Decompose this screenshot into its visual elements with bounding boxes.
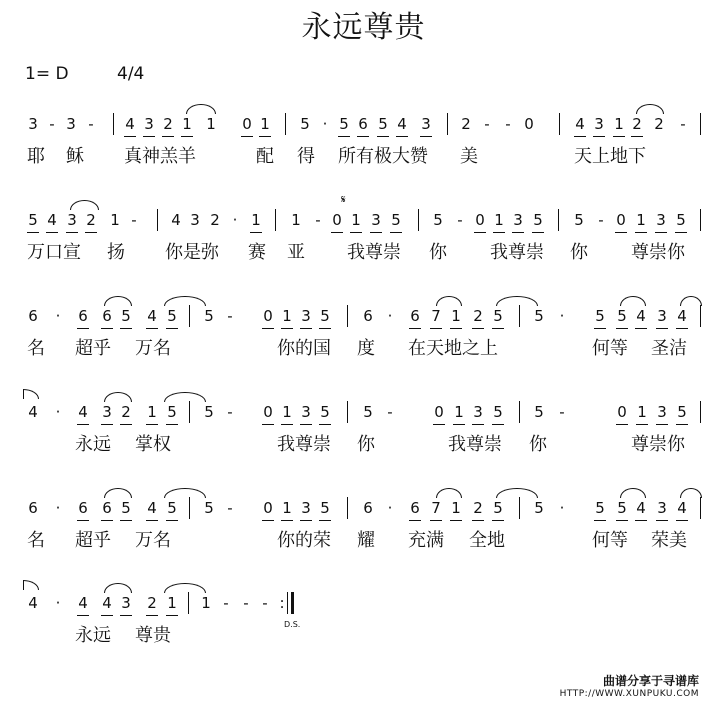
note: 3 <box>421 115 431 133</box>
note: 0 <box>263 403 273 421</box>
key-signature: 1= D <box>25 64 69 84</box>
slur <box>436 296 462 306</box>
note: 1 <box>451 499 461 517</box>
note: 4 <box>147 307 157 325</box>
note: - <box>387 403 393 421</box>
lyric: 你 <box>529 434 547 455</box>
note: 2 <box>121 403 131 421</box>
note: 1 <box>147 403 157 421</box>
lyric: 名 <box>27 530 45 551</box>
note: 5 <box>320 307 330 325</box>
note: 3 <box>594 115 604 133</box>
lyric: 你 <box>357 434 375 455</box>
note: 0 <box>616 211 626 229</box>
note: 0 <box>475 211 485 229</box>
note: - <box>559 403 565 421</box>
barline <box>700 209 701 231</box>
note: 5 <box>339 115 349 133</box>
barline <box>189 305 190 327</box>
note: 0 <box>263 307 273 325</box>
note: 1 <box>637 403 647 421</box>
note: 7 <box>431 307 441 325</box>
slur <box>23 580 39 590</box>
note: 1 <box>351 211 361 229</box>
note: 2 <box>163 115 173 133</box>
note: 5 <box>595 307 605 325</box>
ds-marking: D.S. <box>284 620 301 629</box>
note: 3 <box>473 403 483 421</box>
lyric: 你是弥 <box>165 242 219 263</box>
lyric: 耀 <box>357 530 375 551</box>
note: 5 <box>493 403 503 421</box>
note: 0 <box>332 211 342 229</box>
note: 5 <box>204 307 214 325</box>
note: 2 <box>461 115 471 133</box>
barline <box>418 209 419 231</box>
note: 4 <box>102 594 112 612</box>
note: - <box>223 594 229 612</box>
note: 2 <box>473 307 483 325</box>
note: 4 <box>636 499 646 517</box>
note: 3 <box>66 115 76 133</box>
slur <box>620 296 646 306</box>
note: 0 <box>242 115 252 133</box>
lyric: 超乎 <box>75 338 111 359</box>
note: 5 <box>534 307 544 325</box>
lyric: 真神羔羊 <box>124 146 196 167</box>
note: - <box>131 211 137 229</box>
barline <box>519 497 520 519</box>
lyric: 尊崇你 <box>631 242 685 263</box>
lyric: 你 <box>570 242 588 263</box>
slur <box>104 488 132 498</box>
lyric: 我尊崇 <box>448 434 502 455</box>
note: 5 <box>677 403 687 421</box>
note: 3 <box>656 211 666 229</box>
slur <box>186 104 216 114</box>
note: 5 <box>320 499 330 517</box>
barline <box>285 113 286 135</box>
note: 1 <box>454 403 464 421</box>
note: 3 <box>121 594 131 612</box>
time-signature: 4/4 <box>117 64 145 84</box>
note: - <box>505 115 511 133</box>
note: 5 <box>534 403 544 421</box>
lyric: 我尊崇 <box>277 434 331 455</box>
barline <box>519 401 520 423</box>
note: 6 <box>28 307 38 325</box>
note: 5 <box>493 499 503 517</box>
note: 5 <box>378 115 388 133</box>
note: 4 <box>636 307 646 325</box>
note: 6 <box>78 499 88 517</box>
note: 5 <box>433 211 443 229</box>
barline <box>113 113 114 135</box>
note: 5 <box>493 307 503 325</box>
watermark-text: 曲谱分享于寻谱库 <box>602 674 699 688</box>
note: 5 <box>595 499 605 517</box>
segno-icon: 𝄋 <box>341 193 346 206</box>
note: 3 <box>657 499 667 517</box>
note: 3 <box>301 499 311 517</box>
note: 4 <box>78 594 88 612</box>
note: 1 <box>260 115 270 133</box>
lyric: 美 <box>460 146 478 167</box>
note: - <box>227 307 233 325</box>
note: 1 <box>494 211 504 229</box>
note: · <box>55 403 61 421</box>
note: 1 <box>182 115 192 133</box>
lyric: 扬 <box>107 242 125 263</box>
lyric: 在天地之上 <box>408 338 498 359</box>
note: 2 <box>473 499 483 517</box>
note: 0 <box>524 115 534 133</box>
lyric: 你 <box>429 242 447 263</box>
lyric: 天上地下 <box>574 146 646 167</box>
note: 5 <box>167 499 177 517</box>
barline <box>347 305 348 327</box>
slur <box>104 296 132 306</box>
note: 1 <box>251 211 261 229</box>
lyric: 万名 <box>135 338 171 359</box>
note: 5 <box>617 307 627 325</box>
note: 1 <box>206 115 216 133</box>
lyric: 永远 <box>75 625 111 646</box>
slur <box>104 392 132 402</box>
note: 4 <box>147 499 157 517</box>
barline <box>700 497 701 519</box>
slur <box>680 296 702 306</box>
note: 1 <box>636 211 646 229</box>
lyric: 配 <box>256 146 274 167</box>
lyric: 全地 <box>469 530 505 551</box>
song-title: 永远尊贵 <box>301 10 426 45</box>
note: 6 <box>28 499 38 517</box>
lyric: 荣美 <box>651 530 687 551</box>
note: 3 <box>102 403 112 421</box>
note: 4 <box>397 115 407 133</box>
lyric: 名 <box>27 338 45 359</box>
note: 2 <box>654 115 664 133</box>
note: 4 <box>125 115 135 133</box>
note: 3 <box>301 403 311 421</box>
lyric: 耶 <box>27 146 45 167</box>
note: 6 <box>78 307 88 325</box>
watermark-url: HTTP://WWW.XUNPUKU.COM <box>559 689 699 699</box>
note: 5 <box>363 403 373 421</box>
note: 6 <box>363 499 373 517</box>
note: 1 <box>110 211 120 229</box>
note: · <box>55 594 61 612</box>
lyric: 赛 <box>248 242 266 263</box>
note: 3 <box>28 115 38 133</box>
slur <box>636 104 664 114</box>
note: - <box>484 115 490 133</box>
lyric: 万口宣 <box>27 242 81 263</box>
note: 5 <box>391 211 401 229</box>
note: 6 <box>410 307 420 325</box>
lyric: 何等 <box>592 338 628 359</box>
slur <box>436 488 462 498</box>
note: 7 <box>431 499 441 517</box>
note: · <box>322 115 328 133</box>
note: - <box>680 115 686 133</box>
note: 5 <box>121 499 131 517</box>
note: 1 <box>291 211 301 229</box>
note: · <box>559 307 565 325</box>
note: 5 <box>121 307 131 325</box>
note: 3 <box>67 211 77 229</box>
barline <box>559 113 560 135</box>
barline <box>700 113 701 135</box>
note: 5 <box>204 499 214 517</box>
note: 6 <box>358 115 368 133</box>
note: 6 <box>102 499 112 517</box>
barline <box>347 401 348 423</box>
slur <box>496 296 538 306</box>
slur <box>164 583 206 593</box>
note: 3 <box>144 115 154 133</box>
note: 5 <box>617 499 627 517</box>
lyric: 充满 <box>408 530 444 551</box>
barline <box>157 209 158 231</box>
repeat-dots: : <box>279 594 285 612</box>
note: 4 <box>171 211 181 229</box>
note: 5 <box>320 403 330 421</box>
note: 4 <box>677 307 687 325</box>
watermark <box>560 672 699 699</box>
lyric: 尊贵 <box>135 625 171 646</box>
lyric: 尊崇你 <box>631 434 685 455</box>
barline <box>189 497 190 519</box>
note: 5 <box>676 211 686 229</box>
note: 3 <box>301 307 311 325</box>
note: 1 <box>282 403 292 421</box>
note: 4 <box>28 403 38 421</box>
note: · <box>232 211 238 229</box>
note: 6 <box>102 307 112 325</box>
note: - <box>457 211 463 229</box>
lyric: 我尊崇 <box>490 242 544 263</box>
note: 2 <box>147 594 157 612</box>
note: 3 <box>513 211 523 229</box>
note: 0 <box>434 403 444 421</box>
note: - <box>598 211 604 229</box>
lyric: 万名 <box>135 530 171 551</box>
barline <box>275 209 276 231</box>
note: 5 <box>574 211 584 229</box>
note: 1 <box>282 307 292 325</box>
note: - <box>227 403 233 421</box>
note: 3 <box>371 211 381 229</box>
lyric: 稣 <box>66 146 84 167</box>
lyric: 你的荣 <box>277 530 331 551</box>
note: 2 <box>632 115 642 133</box>
note: 3 <box>657 403 667 421</box>
note: 0 <box>617 403 627 421</box>
lyric: 掌权 <box>135 434 171 455</box>
slur <box>23 389 39 399</box>
note: · <box>387 307 393 325</box>
note: 1 <box>451 307 461 325</box>
note: 1 <box>614 115 624 133</box>
slur <box>104 583 132 593</box>
lyric: 超乎 <box>75 530 111 551</box>
note: 0 <box>263 499 273 517</box>
note: - <box>88 115 94 133</box>
note: - <box>243 594 249 612</box>
note: 5 <box>167 403 177 421</box>
lyric: 永远 <box>75 434 111 455</box>
note: - <box>315 211 321 229</box>
barline <box>519 305 520 327</box>
slur <box>164 392 206 402</box>
note: · <box>387 499 393 517</box>
note: 6 <box>410 499 420 517</box>
lyric: 所有极大赞 <box>338 146 428 167</box>
note: 5 <box>300 115 310 133</box>
note: 4 <box>677 499 687 517</box>
slur <box>164 488 206 498</box>
final-barline-thick <box>291 592 294 614</box>
slur <box>164 296 206 306</box>
slur <box>70 200 99 210</box>
note: · <box>55 499 61 517</box>
note: 3 <box>657 307 667 325</box>
note: 4 <box>575 115 585 133</box>
note: 1 <box>282 499 292 517</box>
lyric: 圣洁 <box>651 338 687 359</box>
note: 1 <box>167 594 177 612</box>
note: 5 <box>167 307 177 325</box>
lyric: 亚 <box>287 242 305 263</box>
note: 4 <box>78 403 88 421</box>
note: 5 <box>534 499 544 517</box>
lyric: 何等 <box>592 530 628 551</box>
note: 5 <box>28 211 38 229</box>
lyric: 得 <box>297 146 315 167</box>
barline <box>188 592 189 614</box>
final-barline-thin <box>287 592 288 614</box>
note: · <box>559 499 565 517</box>
note: 4 <box>28 594 38 612</box>
note: · <box>55 307 61 325</box>
note: 1 <box>201 594 211 612</box>
slur <box>620 488 646 498</box>
note: 3 <box>190 211 200 229</box>
barline <box>447 113 448 135</box>
note: 2 <box>210 211 220 229</box>
barline <box>347 497 348 519</box>
barline <box>189 401 190 423</box>
lyric: 你的国 <box>277 338 331 359</box>
note: 5 <box>533 211 543 229</box>
note: - <box>49 115 55 133</box>
lyric: 度 <box>357 338 375 359</box>
barline <box>700 401 701 423</box>
slur <box>680 488 702 498</box>
note: - <box>227 499 233 517</box>
note: 4 <box>47 211 57 229</box>
barline <box>558 209 559 231</box>
note: 6 <box>363 307 373 325</box>
note: 5 <box>204 403 214 421</box>
note: 2 <box>86 211 96 229</box>
lyric: 我尊崇 <box>347 242 401 263</box>
barline <box>700 305 701 327</box>
slur <box>496 488 538 498</box>
note: - <box>262 594 268 612</box>
